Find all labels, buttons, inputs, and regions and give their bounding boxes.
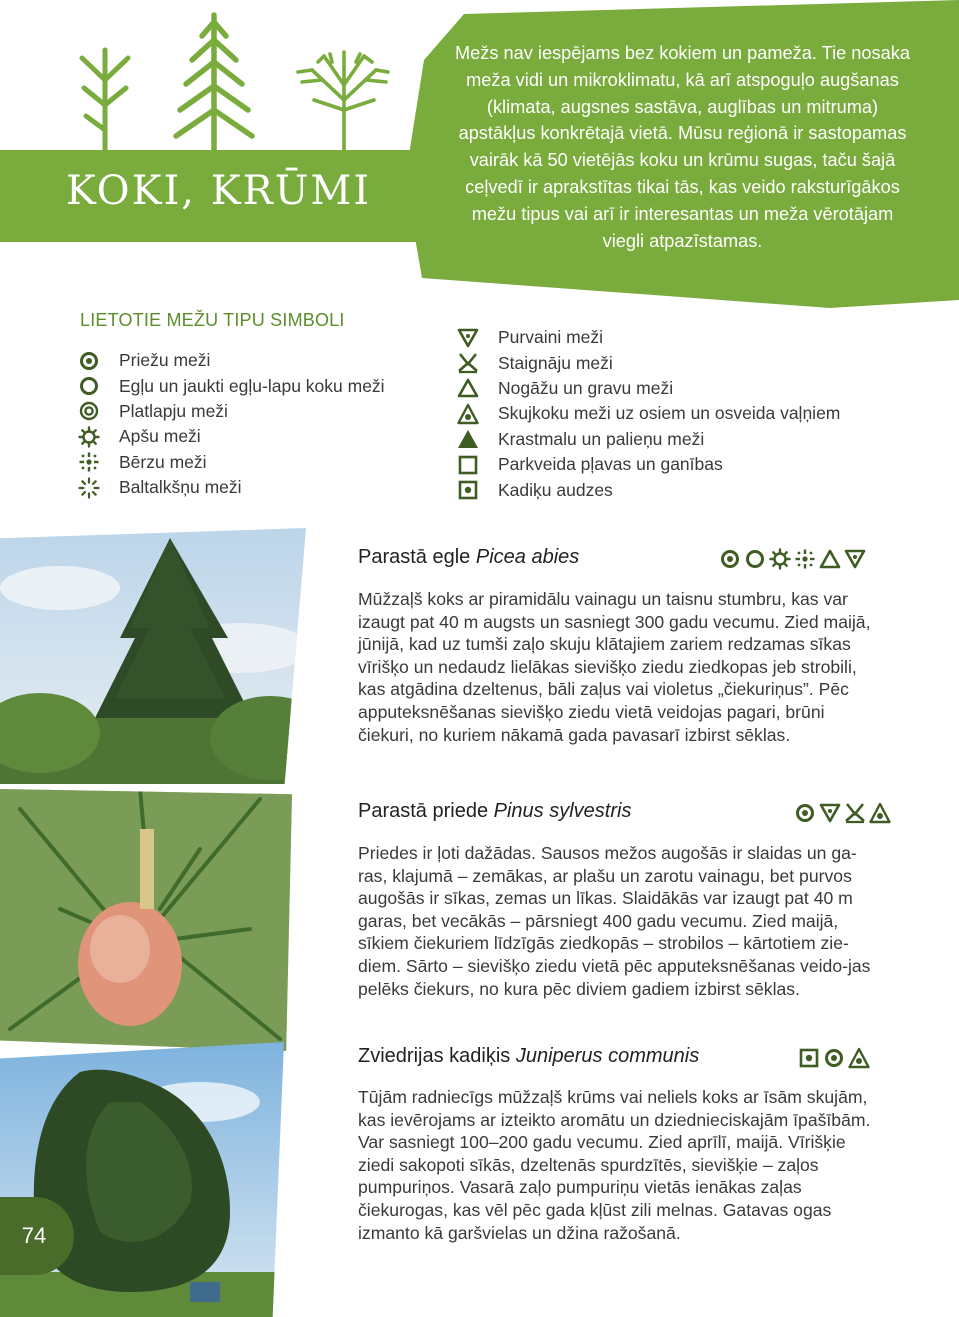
species-description-juniper: Tūjām radniecīgs mūžzaļš krūms vai neliels koks ar īsām skujām, kas ievērojams ar izteikto aromātu un dziednieciskajām īpašībām. Var sasniegt 100–200 gadu vecumu. Zied aprīlī, maijā. Vīrišķie ziedi sakopoti sīkās, dzeltenās spurdzītēs, sievišķie – zaļos pumpuriņos. Vasarā zaļo pumpuriņu vietās ienākas zaļas čiekurogas, kas vēl pēc gada kļūst zili melnas. Gatavas ogas izmanto kā garšvielas un džina ražošanā. [358,1087,871,1243]
legend-label: Baltalkšņu meži [119,477,242,498]
pine-forest-icon [78,350,100,372]
juniper-stand-icon [457,479,479,501]
chapter-title: KOKI, KRŪMI [66,168,372,214]
spruce-mixed-forest-icon [78,375,100,397]
mire-forest-icon [819,802,841,824]
pine-forest-icon [823,1047,845,1069]
pine-flower-photo [0,789,292,1051]
legend-item [457,427,840,452]
page-number: 74 [0,1197,74,1275]
legend-list-left [78,348,385,500]
esker-forest-icon [457,403,479,425]
legend-label: Parkveida pļavas un ganības [498,454,723,475]
species-name: Parastā egle [358,546,471,568]
species-latin-name: Pinus sylvestris [493,800,632,822]
legend-label: Staignāju meži [498,352,613,373]
spruce-tree-icon [176,15,252,150]
pine-forest-icon [719,548,741,570]
legend-label: Nogāžu un gravu meži [498,377,674,398]
esker-forest-icon [848,1047,870,1069]
species-latin-name: Juniperus communis [515,1045,700,1067]
legend-item [78,475,385,500]
birch-forest-icon [78,451,100,473]
species-description-spruce: Mūžzaļš koks ar piramidālu vainagu un taisnu stumbru, kas var izaugt pat 40 m augsts un sasniegt 300 gadu vecumu. Zied maijā, jūnijā, kad uz tumši zaļo skuju klātajiem zariem redzamas sīkas vīrišķo un nedaudz lielākas sievišķo ziedu ziedkopas jeb strobili, kas atgādina dzeltenus, bāli zaļus vai violetus „čiekuriņus”. Pēc apputeksnēšanas sievišķo ziedu vietā veidojas pagari, brūni čiekuri, no kuriem nākamā gada pavasarī izbirst sēklas. [358,589,871,745]
species-name: Zviedrijas kadiķis [358,1045,511,1067]
legend-item [457,376,840,401]
grey-alder-forest-icon [78,477,100,499]
legend-item [78,348,385,373]
legend-label: Purvaini meži [498,327,604,348]
broadleaf-forest-icon [78,400,100,422]
header-trees-illustration [62,10,392,150]
pine-forest-icon [794,802,816,824]
legend-label: Kadiķu audzes [498,479,613,500]
species-title-juniper [358,1045,699,1068]
sapling-icon [82,50,128,150]
legend-item [78,424,385,449]
legend-label: Krastmalu un palieņu meži [498,428,705,449]
species-title-spruce [358,546,579,569]
species-title-pine [358,800,631,823]
esker-forest-icon [869,802,891,824]
spruce-mixed-forest-icon [744,548,766,570]
legend-label: Platlapju meži [119,400,228,421]
slope-ravine-forest-icon [819,548,841,570]
juniper-photo [0,1042,284,1317]
legend-item [457,350,840,375]
legend-label: Skujkoku meži uz osiem un osveida vaļņiem [498,403,841,424]
legend-label: Bērzu meži [119,451,207,472]
birch-forest-icon [794,548,816,570]
wet-forest-icon [844,802,866,824]
species-description-pine: Priedes ir ļoti dažādas. Sausos mežos augošās ir slaidas un ga-ras, klajumā – zemākas, ar plašu un zarotu vainagu, bet purvos augošās ir sīkas, zemas un līkas. Slaidākās var izaugt pat 40 m garas, bet vecākās – pārsniegt 400 gadu vecumu. Zied maijā, sīkiem čiekuriem līdzīgās ziedkopās – strobilos – kārtotiem zie-diem. Sārto – sievišķo ziedu vietā pēc apputeksnēšanas veido-jas pelēks čiekurs, no kura pēc diviem gadiem izbirst sēklas. [358,843,871,999]
wooded-meadow-icon [457,454,479,476]
species-name: Parastā priede [358,800,489,822]
species-latin-name: Picea abies [475,546,580,568]
intro-paragraph: Mežs nav iespējams bez kokiem un pameža. Tie nosaka meža vidi un mikroklimatu, kā arī atspoguļo augšanas (klimata, augsnes sastāva, auglības un mitruma) apstākļus konkrētajā vietā. Mūsu reģionā ir sastopamas vairāk kā 50 vietējās koku un krūmu sugas, taču šajā ceļvedī ir aprakstītas tikai tās, kas veido raksturīgākos mežu tipus vai arī ir interesantas un meža vērotājam viegli atpazīstamas. [455,43,910,251]
spruce-photo [0,528,306,784]
aspen-forest-icon [78,426,100,448]
legend-list-right [457,325,840,503]
legend-item [78,399,385,424]
wet-forest-icon [457,352,479,374]
legend-title: LIETOTIE MEŽU TIPU SIMBOLI [80,310,345,330]
species-forest-types-juniper [798,1047,870,1069]
legend-item [457,477,840,502]
species-forest-types-spruce [719,548,866,570]
legend-label: Priežu meži [119,350,211,371]
legend-item [78,450,385,475]
legend-item [78,373,385,398]
legend-label: Apšu meži [119,426,201,447]
slope-ravine-forest-icon [457,377,479,399]
floodplain-forest-icon [457,428,479,450]
legend-item [457,452,840,477]
aspen-forest-icon [769,548,791,570]
mire-forest-icon [844,548,866,570]
legend-item [457,401,840,426]
legend-item [457,325,840,350]
mire-forest-icon [457,327,479,349]
broadleaf-tree-icon [298,52,388,150]
legend-label: Egļu un jaukti egļu-lapu koku meži [119,375,385,396]
species-forest-types-pine [794,802,891,824]
juniper-stand-icon [798,1047,820,1069]
